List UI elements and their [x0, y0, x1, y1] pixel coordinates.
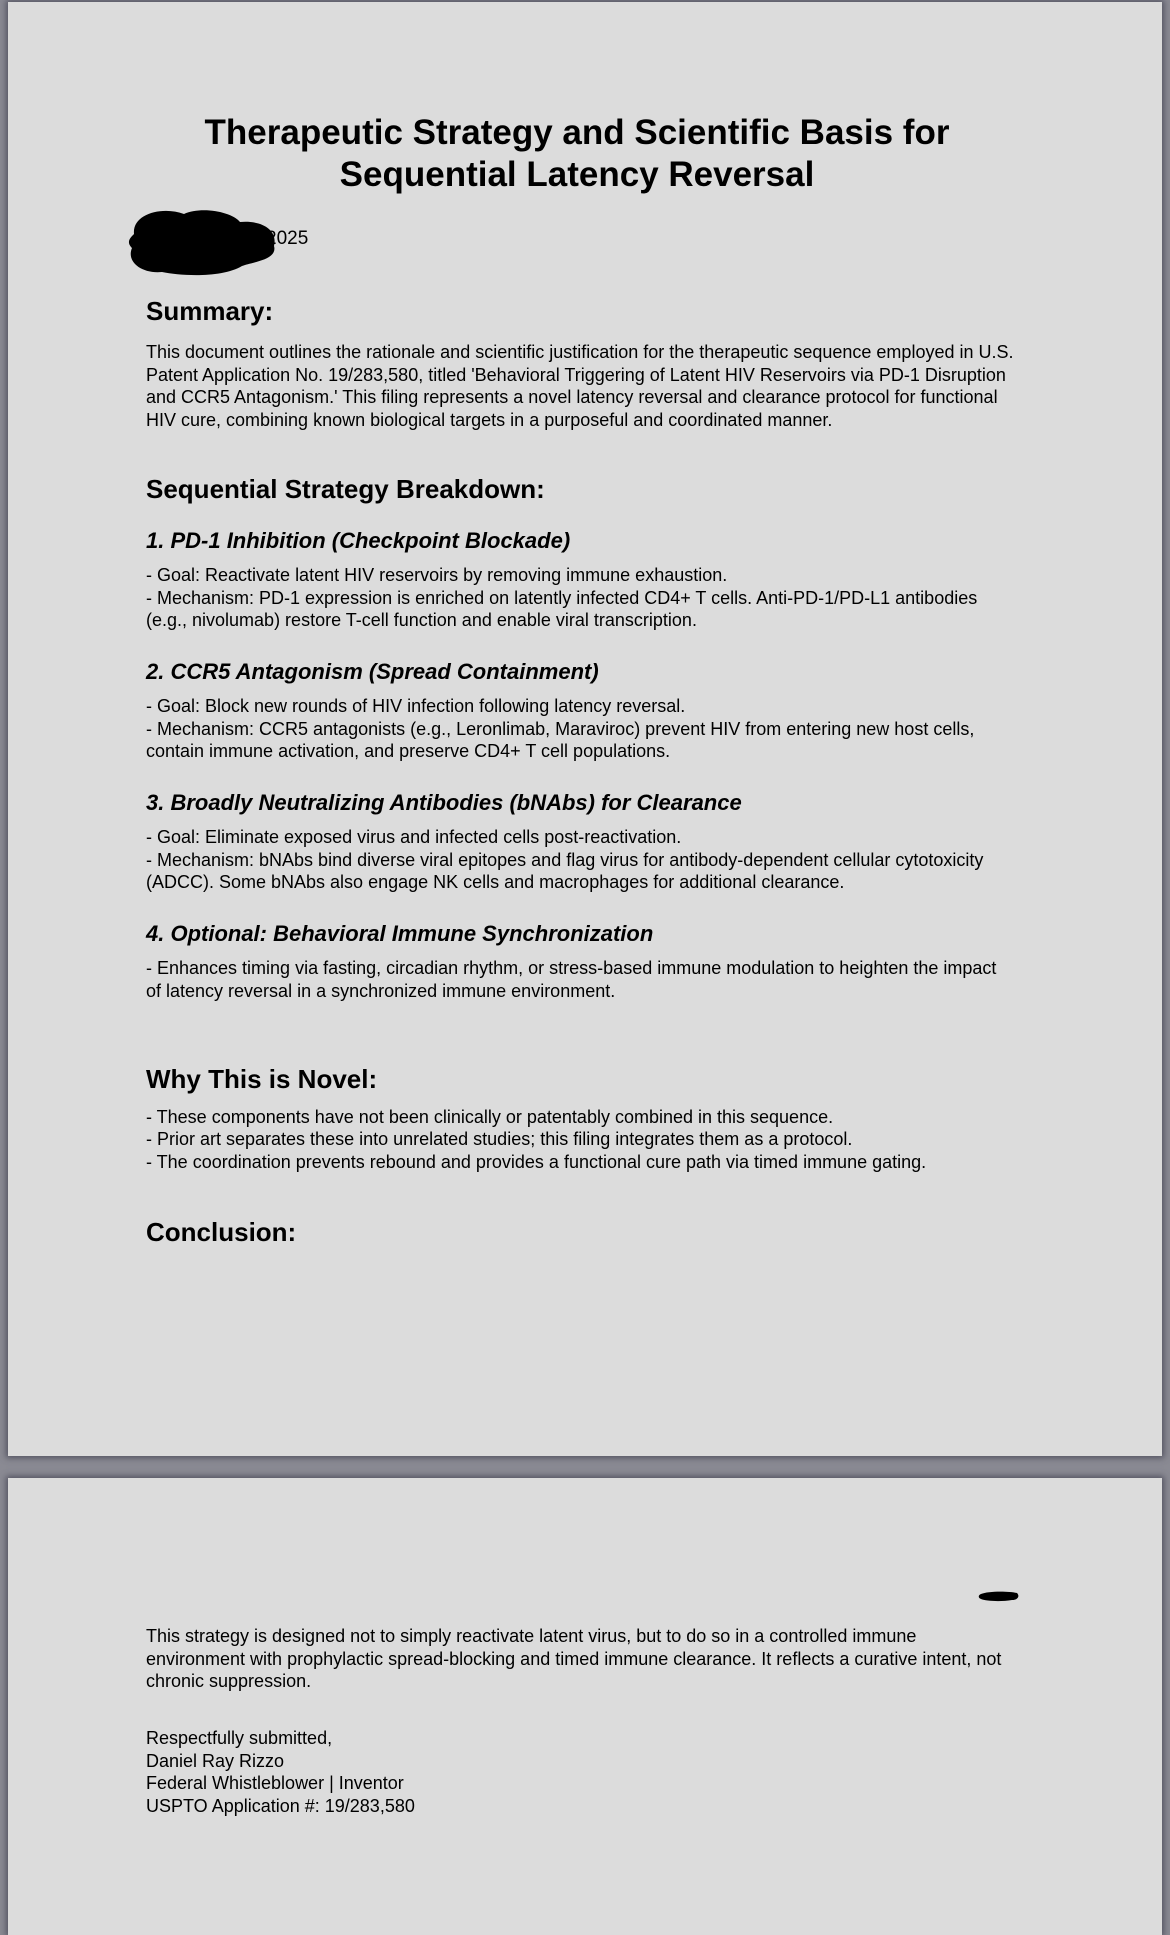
title-line-2: Sequential Latency Reversal — [339, 155, 815, 194]
strategy-step-4 — [146, 920, 1016, 1002]
document-title — [0, 112, 1154, 196]
step-title: 4. Optional: Behavioral Immune Synchronization — [146, 921, 654, 947]
signature-block — [146, 1727, 1016, 1818]
conclusion-heading: Conclusion: — [146, 1216, 297, 1247]
step-goal: - Goal: Reactivate latent HIV reservoirs by removing immune exhaustion. — [146, 564, 728, 585]
signature-application: USPTO Application #: 19/283,580 — [146, 1796, 415, 1817]
redaction-mark-date — [122, 200, 282, 280]
step-goal: - Goal: Eliminate exposed virus and infected cells post-reactivation. — [146, 827, 682, 848]
strategy-step-3 — [146, 789, 1016, 894]
document-date: 2025 — [266, 228, 309, 249]
step-mechanism: - Mechanism: PD-1 expression is enriched on latently infected CD4+ T cells. Anti-PD-1/PD-L1 antibodies (e.g., nivolumab) restore T-cell function and enable viral transcription. — [146, 587, 978, 631]
title-line-1: Therapeutic Strategy and Scientific Basis for — [204, 113, 950, 152]
page-1-content — [146, 295, 1016, 1248]
signature-role: Federal Whistleblower | Inventor — [146, 1773, 404, 1794]
novel-heading: Why This is Novel: — [146, 1063, 378, 1094]
strategy-step-2 — [146, 658, 1016, 763]
step-goal: - Enhances timing via fasting, circadian rhythm, or stress-based immune modulation to heighten the impact of latency reversal in a synchronized immune environment. — [146, 958, 997, 1001]
novel-point: - Prior art separates these into unrelated studies; this filing integrates them as a protocol. — [146, 1129, 853, 1150]
step-title: 1. PD-1 Inhibition (Checkpoint Blockade) — [146, 527, 571, 553]
redaction-mark-small — [978, 1590, 1020, 1602]
novel-points — [146, 1106, 1016, 1174]
step-mechanism: - Mechanism: CCR5 antagonists (e.g., Leronlimab, Maraviroc) prevent HIV from entering new host cells, contain immune activation, and preserve CD4+ T cell populations. — [146, 718, 975, 762]
summary-heading: Summary: — [146, 296, 274, 326]
document-page-2 — [8, 1478, 1162, 1935]
step-title: 3. Broadly Neutralizing Antibodies (bNAbs) for Clearance — [146, 790, 742, 816]
novel-point: - The coordination prevents rebound and provides a functional cure path via timed immune gating. — [146, 1151, 927, 1172]
novel-point: - These components have not been clinically or patentably combined in this sequence. — [146, 1106, 834, 1127]
conclusion-body — [146, 1625, 1016, 1693]
step-goal: - Goal: Block new rounds of HIV infection following latency reversal. — [146, 695, 686, 716]
strategy-step-1 — [146, 527, 1016, 632]
signature-name: Daniel Ray Rizzo — [146, 1750, 285, 1771]
summary-text: This document outlines the rationale and scientific justification for the therapeutic sequence employed in U.S. Patent Application No. 19/283,580, titled 'Behavioral Triggering of Latent HIV Reservoirs via PD-1 Disruption and CCR5 Antagonism.' This filing represents a novel latency reversal and clearance protocol for functional HIV cure, combining known biological targets in a purposeful and coordinated manner. — [146, 342, 1014, 431]
step-mechanism: - Mechanism: bNAbs bind diverse viral epitopes and flag virus for antibody-dependent cellular cytotoxicity (ADCC). Some bNAbs also engage NK cells and macrophages for additional clearance. — [146, 849, 984, 893]
strategy-heading: Sequential Strategy Breakdown: — [146, 473, 545, 504]
signature-closing: Respectfully submitted, — [146, 1728, 333, 1748]
step-title: 2. CCR5 Antagonism (Spread Containment) — [146, 658, 599, 684]
conclusion-text: This strategy is designed not to simply reactivate latent virus, but to do so in a controlled immune environment with prophylactic spread-blocking and timed immune clearance. It reflects a curative intent, not chronic suppression. — [146, 1626, 1002, 1692]
